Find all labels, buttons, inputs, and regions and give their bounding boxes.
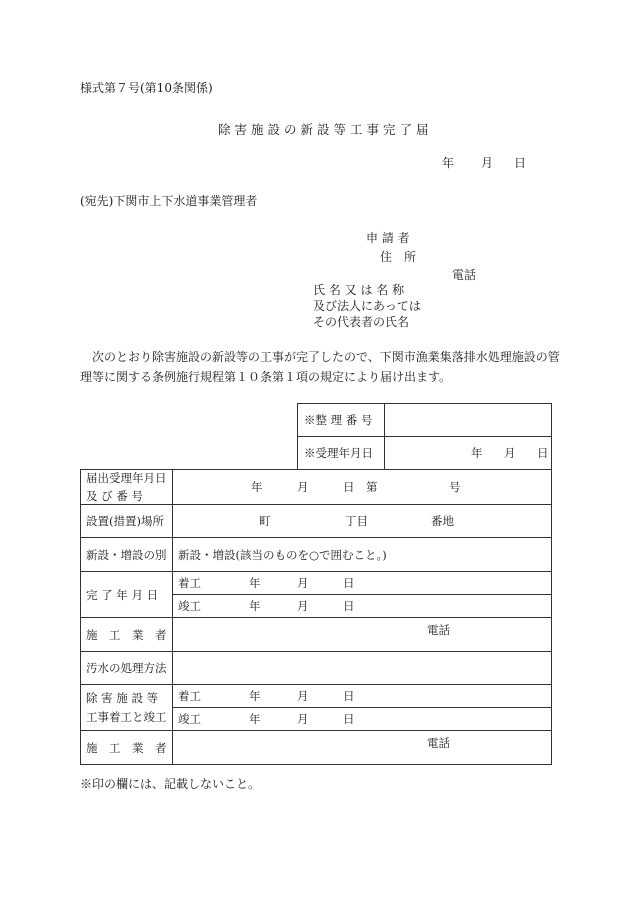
works-start-day-label: 日 [343,689,355,703]
works-label-line-1: 除 害 施 設 等 [86,691,159,705]
footnote: ※印の欄には、記載しないこと。 [80,777,261,791]
receipt-year-label: 年 [251,480,263,494]
received-date-label: ※受理年月日 [298,437,385,470]
completion-start-line [173,572,551,594]
works-label [81,685,173,731]
contractor-2-label: 施 工 業 者 [81,731,173,765]
name-line-1: 氏 名 又 は 名 称 [313,283,405,297]
location-label: 設置(措置)場所 [81,505,173,538]
sewage-field[interactable] [173,652,552,685]
contractor-1-field[interactable] [173,618,552,652]
reference-number-label: ※整 理 番 号 [298,404,385,437]
works-end-line [173,707,551,730]
completion-end-label: 竣工 [178,599,201,613]
office-use-table [297,403,552,470]
contractor-1-label: 施 工 業 者 [81,618,173,652]
type-field[interactable] [173,538,552,572]
receipt-field[interactable] [173,470,552,505]
reference-number-field[interactable] [385,404,552,437]
row-completion [81,572,552,618]
date-month-label: 月 [481,156,494,170]
row-works [81,685,552,731]
location-field[interactable] [173,505,552,538]
row-contractor-1 [81,618,552,652]
works-label-line-2: 工事着工と竣工 [86,710,167,724]
receipt-label [81,470,173,505]
date-day-label: 日 [514,156,527,170]
works-end-label: 竣工 [178,712,201,726]
completion-start-year-label: 年 [249,576,261,590]
form-number: 様式第７号(第10条関係) [80,81,213,95]
date-year-label: 年 [442,156,455,170]
row-sewage [81,652,552,685]
works-start-year-label: 年 [249,689,261,703]
office-row-reference [298,404,552,437]
completion-start-label: 着工 [178,576,201,590]
works-start-month-label: 月 [297,689,309,703]
works-end-year-label: 年 [249,712,261,726]
contractor-2-field[interactable] [173,731,552,765]
completion-end-year-label: 年 [249,599,261,613]
completion-end-month-label: 月 [297,599,309,613]
applicant-label: 申 請 者 [366,231,410,245]
works-end-day-label: 日 [343,712,355,726]
main-form-table [80,469,552,765]
sewage-label: 汚水の処理方法 [81,652,173,685]
receipt-day-number-label: 日 第 [343,480,378,494]
received-date-field[interactable] [385,437,552,470]
addressee: (宛先)下関市上下水道事業管理者 [80,194,258,208]
completion-field[interactable] [173,572,552,618]
body-text-line-2: 理等に関する条例施行規程第１０条第１項の規定により届け出ます。 [80,370,452,384]
contractor-2-phone-label: 電話 [427,736,450,750]
row-receipt [81,470,552,505]
receipt-number-suffix: 号 [449,480,461,494]
works-start-label: 着工 [178,689,201,703]
chome-label: 丁目 [345,514,368,528]
body-text-line-1: 次のとおり除害施設の新設等の工事が完了したので、下関市漁業集落排水処理施設の管 [92,350,560,364]
completion-start-month-label: 月 [297,576,309,590]
contractor-1-phone-label: 電話 [427,623,450,637]
received-day-label: 日 [537,446,549,460]
received-year-label: 年 [471,446,483,460]
receipt-month-label: 月 [297,480,309,494]
completion-start-day-label: 日 [343,576,355,590]
row-location [81,505,552,538]
row-type [81,538,552,572]
completion-label: 完 了 年 月 日 [81,572,173,618]
completion-end-day-label: 日 [343,599,355,613]
works-end-month-label: 月 [297,712,309,726]
received-month-label: 月 [504,446,516,460]
document-title: 除害施設の新設等工事完了届 [218,122,433,137]
works-start-line [173,685,551,707]
address-label: 住 所 [380,250,417,264]
type-value: 新設・増設(該当のものを○で囲むこと。) [178,547,387,562]
works-field[interactable] [173,685,552,731]
office-row-received [298,437,552,470]
banchi-label: 番地 [431,514,454,528]
town-label: 町 [259,514,271,528]
applicant-phone-label: 電話 [452,268,477,282]
name-line-3: その代表者の氏名 [313,315,410,329]
completion-end-line [173,594,551,617]
name-line-2: 及び法人にあっては [313,299,421,313]
row-contractor-2 [81,731,552,765]
receipt-label-line-2: 及 び 番 号 [86,489,143,503]
type-label: 新設・増設の別 [81,538,173,572]
receipt-label-line-1: 届出受理年月日 [86,471,167,485]
